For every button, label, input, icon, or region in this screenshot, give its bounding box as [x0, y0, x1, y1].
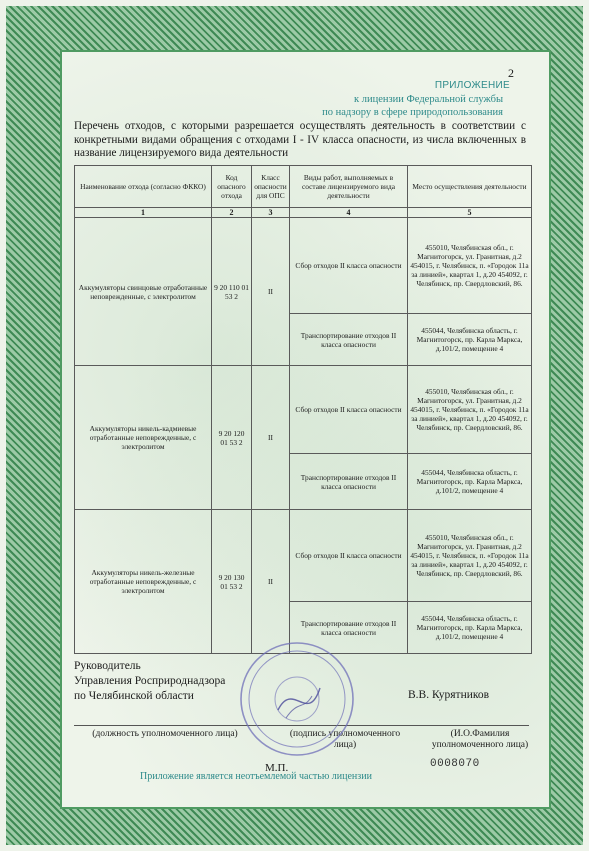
- signer-position-line3: по Челябинской области: [74, 690, 194, 702]
- official-seal-stamp: [238, 640, 356, 758]
- waste-table: [74, 165, 532, 654]
- intro-paragraph: Перечень отходов, с которыми разрешается осуществлять деятельность в соответствии с конкретными видами обращения с отходами I - IV класса опасности, из числа включенных в название лицензируемого вида деятельности: [74, 120, 526, 159]
- appendix-subtitle-line2: по надзору в сфере природопользования: [322, 107, 503, 118]
- work-type-cell: Сбор отходов II класса опасности: [290, 366, 408, 454]
- place-cell: 455010, Челябинская обл., г. Магнитогорск, ул. Гранитная, д.2 454015, г. Челябинск, п. «Городок 11а за линией», квартал 1, д.20 454092, г. Челябинск, пр. Свердловский, 86.: [408, 510, 532, 602]
- hazard-class-cell: II: [252, 366, 290, 510]
- caption-name: (И.О.Фамилия уполномоченного лица): [431, 729, 529, 750]
- col-number: 2: [212, 208, 252, 218]
- caption-signature: (подпись уполномоченного лица): [289, 729, 401, 750]
- waste-name-cell: Аккумуляторы свинцовые отработанные неповрежденные, с электролитом: [75, 218, 212, 366]
- place-cell: 455044, Челябинска область, г. Магнитогорск, пр. Карла Маркса, д.101/2, помещение 4: [408, 454, 532, 510]
- col-header-place: Место осуществления деятельности: [408, 166, 532, 208]
- waste-code-cell: 9 20 110 01 53 2: [212, 218, 252, 366]
- work-type-cell: Транспортирование отходов II класса опасности: [290, 602, 408, 654]
- table-row: [75, 218, 532, 314]
- appendix-subtitle-line1: к лицензии Федеральной службы: [354, 94, 503, 105]
- place-cell: 455044, Челябинска область, г. Магнитогорск, пр. Карла Маркса, д.101/2, помещение 4: [408, 602, 532, 654]
- work-type-cell: Транспортирование отходов II класса опасности: [290, 314, 408, 366]
- waste-code-cell: 9 20 120 01 53 2: [212, 366, 252, 510]
- col-number: 3: [252, 208, 290, 218]
- footer-note: Приложение является неотъемлемой частью лицензии: [140, 771, 372, 782]
- waste-code-cell: 9 20 130 01 53 2: [212, 510, 252, 654]
- signer-position-line2: Управления Росприроднадзора: [74, 675, 226, 687]
- work-type-cell: Сбор отходов II класса опасности: [290, 218, 408, 314]
- appendix-title: ПРИЛОЖЕНИЕ: [434, 80, 510, 91]
- col-header-class: Класс опасности для ОПС: [252, 166, 290, 208]
- serial-number: 0008070: [430, 758, 480, 770]
- col-number: 1: [75, 208, 212, 218]
- table-row: [75, 366, 532, 454]
- col-header-code: Код опасного отхода: [212, 166, 252, 208]
- signer-name: В.В. Курятников: [408, 689, 490, 701]
- work-type-cell: Транспортирование отходов II класса опасности: [290, 454, 408, 510]
- page-number: 2: [508, 66, 514, 80]
- col-number: 5: [408, 208, 532, 218]
- col-number: 4: [290, 208, 408, 218]
- table-row: [75, 510, 532, 602]
- hazard-class-cell: II: [252, 218, 290, 366]
- col-header-work: Виды работ, выполняемых в составе лицензируемого вида деятельности: [290, 166, 408, 208]
- place-cell: 455010, Челябинская обл., г. Магнитогорск, ул. Гранитная, д.2 454015, г. Челябинск, п. «Городок 11а за линией», квартал 1, д.20 454092, г. Челябинск, пр. Свердловский, 86.: [408, 366, 532, 454]
- waste-name-cell: Аккумуляторы никель-кадмиевые отработанные неповрежденные, с электролитом: [75, 366, 212, 510]
- waste-name-cell: Аккумуляторы никель-железные отработанные неповрежденные, с электролитом: [75, 510, 212, 654]
- work-type-cell: Сбор отходов II класса опасности: [290, 510, 408, 602]
- hazard-class-cell: II: [252, 510, 290, 654]
- caption-position: (должность уполномоченного лица): [92, 729, 238, 739]
- col-header-name: Наименование отхода (согласно ФККО): [75, 166, 212, 208]
- place-cell: 455010, Челябинская обл., г. Магнитогорск, ул. Гранитная, д.2 454015, г. Челябинск, п. «Городок 11а за линией», квартал 1, д.20 454092, г. Челябинск, пр. Свердловский, 86.: [408, 218, 532, 314]
- signer-position-line1: Руководитель: [74, 660, 141, 672]
- seal-place-label: М.П.: [265, 762, 289, 774]
- place-cell: 455044, Челябинска область, г. Магнитогорск, пр. Карла Маркса, д.101/2, помещение 4: [408, 314, 532, 366]
